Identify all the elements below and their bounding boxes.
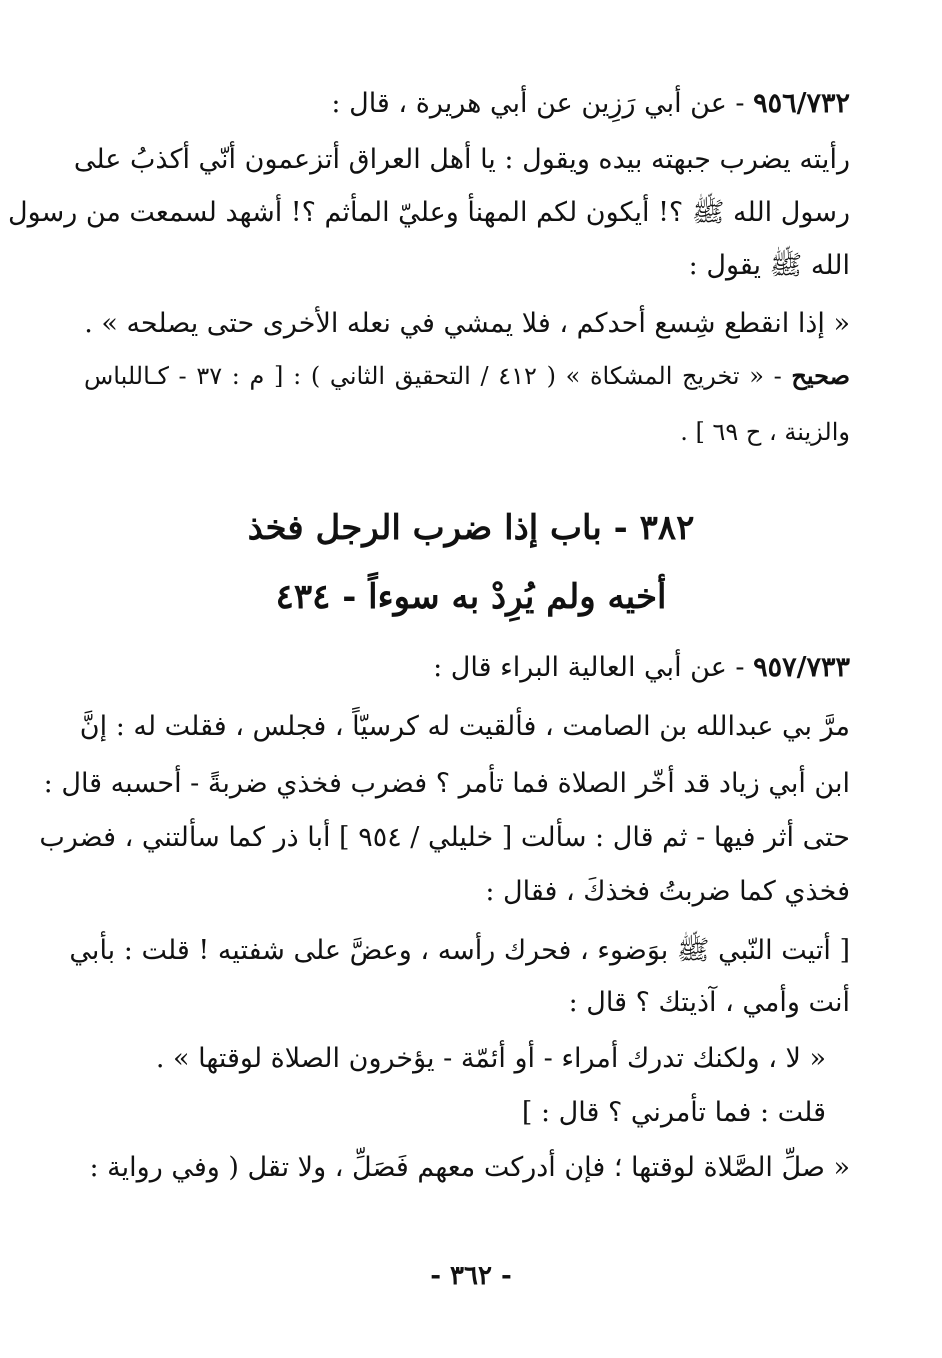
hadith-733-intro: - عن أبي العالية البراء قال : xyxy=(433,652,754,683)
hadith-732-number: ٩٥٦/٧٣٢ xyxy=(753,88,850,119)
hadith-732-quote: « إذا انقطع شِسع أحدكم ، فلا يمشي في نعله الأخرى حتى يصلحه » . xyxy=(84,308,850,339)
page-number: - ٣٦٢ - xyxy=(430,1261,512,1291)
hadith-732-line-3: الله ﷺ يقول : xyxy=(688,250,850,281)
hadith-732-line-2: رسول الله ﷺ ؟! أيكون لكم المهنأ وعليّ المأثم ؟! أشهد لسمعت من رسول xyxy=(8,197,850,228)
hadith-733-line-8: قلت : فما تأمرني ؟ قال : ] xyxy=(521,1097,826,1128)
hadith-733-line-6: أنت وأمي ، آذيتك ؟ قال : xyxy=(568,987,850,1018)
hadith-733-line-3: حتى أثر فيها - ثم قال : سألت [ خليلي / ٩٥٤ ] أبا ذر كما سألتني ، فضرب xyxy=(39,822,850,853)
hadith-732-grade xyxy=(84,356,850,396)
grade-label: صحيح xyxy=(791,361,851,390)
hadith-733-line-9: « صلِّ الصَّلاة لوقتها ؛ فإن أدركت معهم فَصَلِّ ، ولا تقل ( وفي رواية : xyxy=(89,1152,850,1183)
hadith-733-line-4: فخذي كما ضربتُ فخذكَ ، فقال : xyxy=(485,876,850,907)
hadith-733-header xyxy=(433,648,850,688)
hadith-732-intro: - عن أبي رَزِين عن أبي هريرة ، قال : xyxy=(331,88,754,119)
hadith-733-line-2: ابن أبي زياد قد أخّر الصلاة فما تأمر ؟ فضرب فخذي ضربةً - أحسبه قال : xyxy=(43,768,850,799)
hadith-733-number: ٩٥٧/٧٣٣ xyxy=(753,652,850,683)
hadith-733-line-5: [ أتيت النّبي ﷺ بوَضوء ، فحرك رأسه ، وعضَّ على شفتيه ! قلت : بأبي xyxy=(69,935,850,966)
grade-text: - « تخريج المشكاة » ( ٤١٢ / التحقيق الثاني ) : [ م : ٣٧ - كـاللباس xyxy=(84,362,792,390)
hadith-733-line-7: « لا ، ولكنك تدرك أمراء - أو أئمّة - يؤخرون الصلاة لوقتها » . xyxy=(155,1043,826,1074)
hadith-732-grade-cont: والزينة ، ح ٦٩ ] . xyxy=(680,418,850,446)
chapter-title-line-2: أخيه ولم يُرِدْ به سوءاً - ٤٣٤ xyxy=(275,577,667,617)
hadith-732-header xyxy=(331,84,850,124)
hadith-733-line-1: مرَّ بي عبدالله بن الصامت ، فألقيت له كرسيّاً ، فجلس ، فقلت له : إنَّ xyxy=(79,711,850,742)
chapter-title-line-1: ٣٨٢ - باب إذا ضرب الرجل فخذ xyxy=(247,508,695,548)
hadith-732-line-1: رأيته يضرب جبهته بيده ويقول : يا أهل العراق أتزعمون أنّي أكذبُ على xyxy=(73,144,850,175)
